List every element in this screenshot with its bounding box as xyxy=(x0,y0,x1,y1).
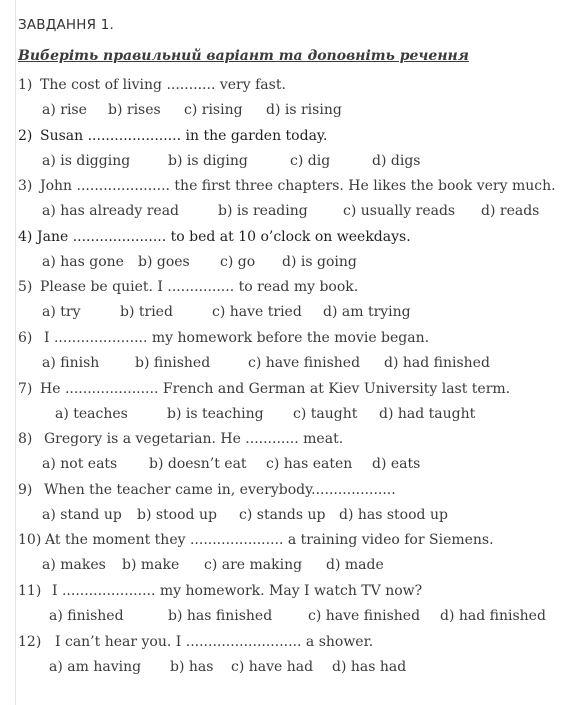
answer-option-a: a) try xyxy=(42,304,81,320)
answer-option-d: d) made xyxy=(326,557,384,573)
question-number: 11) xyxy=(18,583,42,599)
answer-option-d: d) am trying xyxy=(323,304,411,320)
answer-option-d: d) had finished xyxy=(384,355,490,371)
question-number: 1) xyxy=(18,77,33,93)
answer-option-a: a) makes xyxy=(42,557,106,573)
answer-option-d: d) eats xyxy=(372,456,421,472)
answer-option-b: b) has finished xyxy=(168,608,273,624)
question-text: John ..................... the first three chapters. He likes the book very much. xyxy=(40,178,556,194)
question-number: 3) xyxy=(18,178,33,194)
answer-option-c: c) rising xyxy=(184,102,243,118)
question-number: 8) xyxy=(18,431,33,447)
answer-option-c: c) dig xyxy=(290,153,331,169)
question-text: When the teacher came in, everybody................... xyxy=(44,482,396,498)
instruction-heading: Виберіть правильний варіант та доповніть речення xyxy=(18,48,469,64)
answer-option-a: a) is digging xyxy=(42,153,131,169)
question-number: 6) xyxy=(18,330,33,346)
question-text: I can’t hear you. I .......................... a shower. xyxy=(55,634,374,650)
answer-option-c: c) has eaten xyxy=(266,456,353,472)
answer-option-d: d) has had xyxy=(332,659,407,675)
answer-option-d: d) has stood up xyxy=(339,507,448,523)
answer-option-b: b) goes xyxy=(138,254,190,270)
answer-option-c: c) taught xyxy=(293,406,358,422)
answer-option-c: c) have had xyxy=(231,659,314,675)
answer-option-b: b) is reading xyxy=(218,203,308,219)
answer-option-c: c) usually reads xyxy=(343,203,456,219)
answer-option-c: c) have finished xyxy=(308,608,421,624)
answer-option-b: b) tried xyxy=(120,304,173,320)
answer-option-d: d) is rising xyxy=(266,102,342,118)
answer-option-d: d) digs xyxy=(372,153,421,169)
question-text: At the moment they ..................... a training video for Siemens. xyxy=(45,532,494,548)
question-text: I ..................... my homework. May I watch TV now? xyxy=(52,583,423,599)
answer-option-b: b) make xyxy=(122,557,180,573)
answer-option-a: a) finish xyxy=(42,355,100,371)
answer-option-a: a) finished xyxy=(49,608,124,624)
question-text: Please be quiet. I ............... to read my book. xyxy=(40,279,359,295)
answer-option-b: b) is teaching xyxy=(167,406,264,422)
question-number: 10) xyxy=(18,532,42,548)
answer-option-b: b) stood up xyxy=(137,507,217,523)
answer-option-a: a) not eats xyxy=(42,456,118,472)
answer-option-c: c) stands up xyxy=(239,507,326,523)
answer-option-a: a) has already read xyxy=(42,203,180,219)
question-number: 12) xyxy=(18,634,42,650)
answer-option-a: a) rise xyxy=(42,102,87,118)
question-number: 7) xyxy=(18,381,33,397)
question-text: Gregory is a vegetarian. He ............ meat. xyxy=(44,431,344,447)
question-number: 2) xyxy=(18,128,33,144)
answer-option-a: a) stand up xyxy=(42,507,122,523)
answer-option-b: b) rises xyxy=(108,102,161,118)
question-text: The cost of living ........... very fast. xyxy=(40,77,286,93)
question-text: Susan ..................... in the garden today. xyxy=(40,128,328,144)
question-number: 9) xyxy=(18,482,33,498)
answer-option-b: b) finished xyxy=(135,355,211,371)
question-text: Jane ..................... to bed at 10 o’clock on weekdays. xyxy=(37,229,411,245)
question-text: He ..................... French and German at Kiev University last term. xyxy=(40,381,511,397)
answer-option-d: d) reads xyxy=(481,203,540,219)
answer-option-b: b) doesn’t eat xyxy=(149,456,247,472)
answer-option-d: d) had finished xyxy=(440,608,546,624)
question-number: 5) xyxy=(18,279,33,295)
answer-option-c: c) have finished xyxy=(248,355,361,371)
answer-option-a: a) has gone xyxy=(42,254,124,270)
answer-option-b: b) has xyxy=(170,659,214,675)
answer-option-d: d) had taught xyxy=(379,406,476,422)
page-left-border xyxy=(15,0,16,705)
answer-option-c: c) have tried xyxy=(212,304,302,320)
answer-option-d: d) is going xyxy=(282,254,357,270)
answer-option-c: c) are making xyxy=(204,557,303,573)
answer-option-c: c) go xyxy=(220,254,256,270)
question-text: I ..................... my homework before the movie began. xyxy=(44,330,430,346)
answer-option-b: b) is diging xyxy=(168,153,248,169)
task-title: ЗАВДАННЯ 1. xyxy=(18,17,114,33)
answer-option-a: a) am having xyxy=(49,659,142,675)
question-number: 4) xyxy=(18,229,33,245)
answer-option-a: a) teaches xyxy=(55,406,128,422)
